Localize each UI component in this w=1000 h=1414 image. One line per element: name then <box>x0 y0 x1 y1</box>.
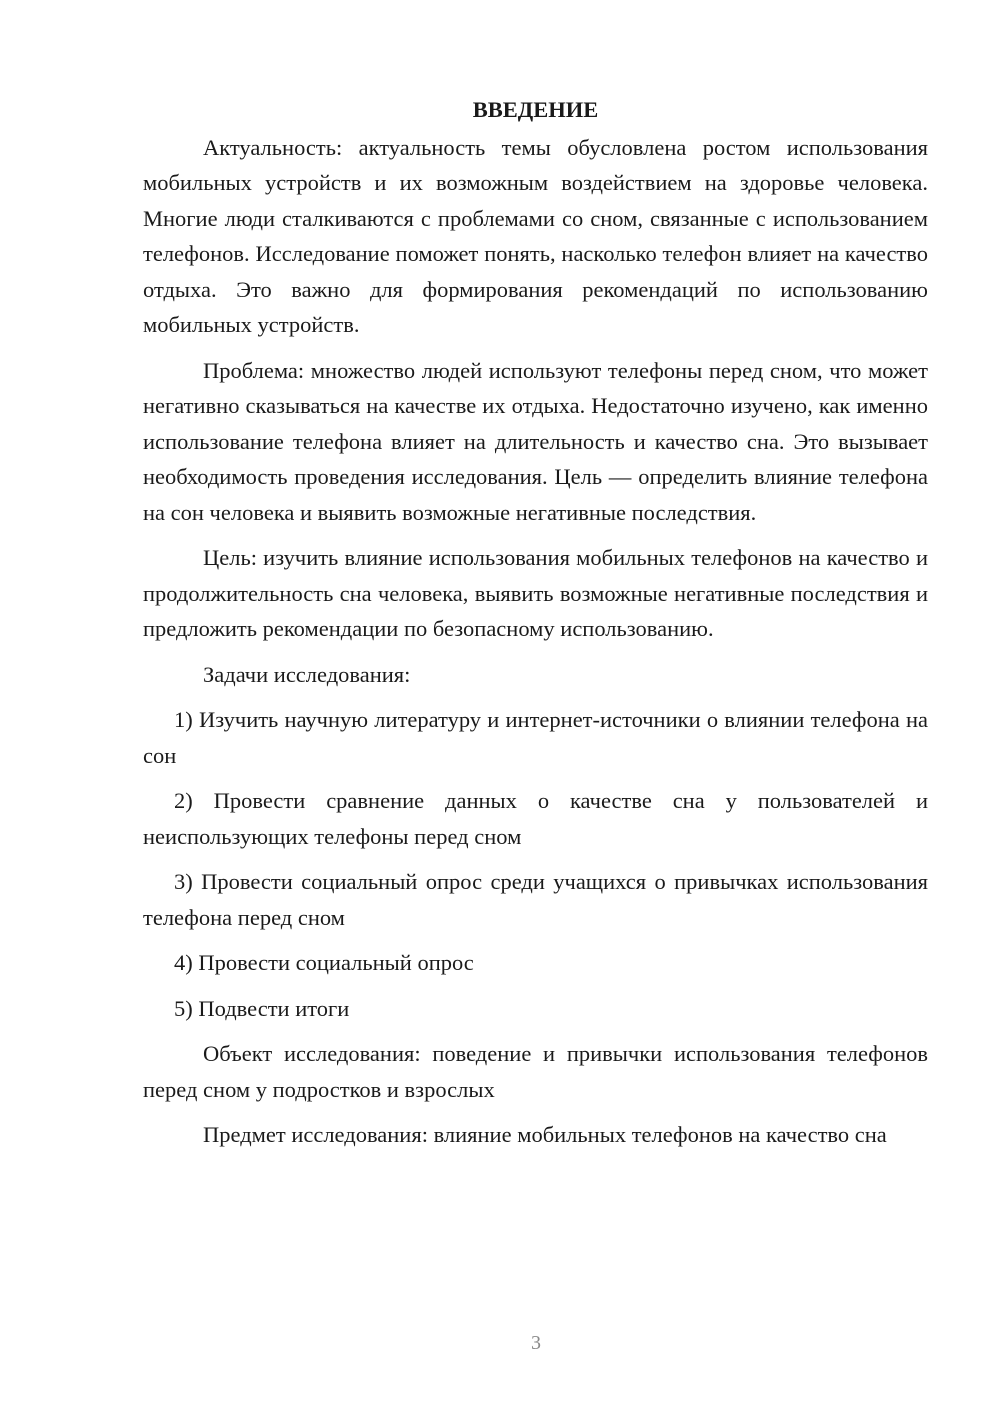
list-item: 4) Провести социальный опрос <box>174 950 474 975</box>
paragraph-subject: Предмет исследования: влияние мобильных телефонов на качество сна <box>203 1122 887 1147</box>
page-number: 3 <box>531 1332 541 1354</box>
paragraph-object: Объект исследования: поведение и привычки использования телефонов перед сном у подростков и взрослых <box>143 1041 928 1102</box>
page-title: ВВЕДЕНИЕ <box>472 97 599 122</box>
list-item: 1) Изучить научную литературу и интернет-источники о влиянии телефона на сон <box>143 707 928 768</box>
list-item: 2) Провести сравнение данных о качестве сна у пользователей и неиспользующих телефоны перед сном <box>143 788 928 849</box>
document-body <box>143 92 928 1163</box>
paragraph-problem: Проблема: множество людей используют телефоны перед сном, что может негативно сказываться на качестве их отдыха. Недостаточно изучено, как именно использование телефона влияет на длительность и качество сна. Это вызывает необходимость проведения исследования. Цель — определить влияние телефона на сон человека и выявить возможные негативные последствия. <box>143 357 928 525</box>
paragraph-relevance: Актуальность: актуальность темы обусловлена ростом использования мобильных устройств и их возможным воздействием на здоровье человека. Многие люди сталкиваются с проблемами со сном, связанные с использованием телефонов. Исследование поможет понять, насколько телефон влияет на качество отдыха. Это важно для формирования рекомендаций по использованию мобильных устройств. <box>143 134 928 337</box>
tasks-heading: Задачи исследования: <box>203 661 411 687</box>
list-item: 3) Провести социальный опрос среди учащихся о привычках использования телефона перед сном <box>143 869 928 930</box>
paragraph-goal: Цель: изучить влияние использования мобильных телефонов на качество и продолжительность сна человека, выявить возможные негативные последствия и предложить рекомендации по безопасному использованию. <box>143 545 928 641</box>
list-item: 5) Подвести итоги <box>174 995 350 1021</box>
